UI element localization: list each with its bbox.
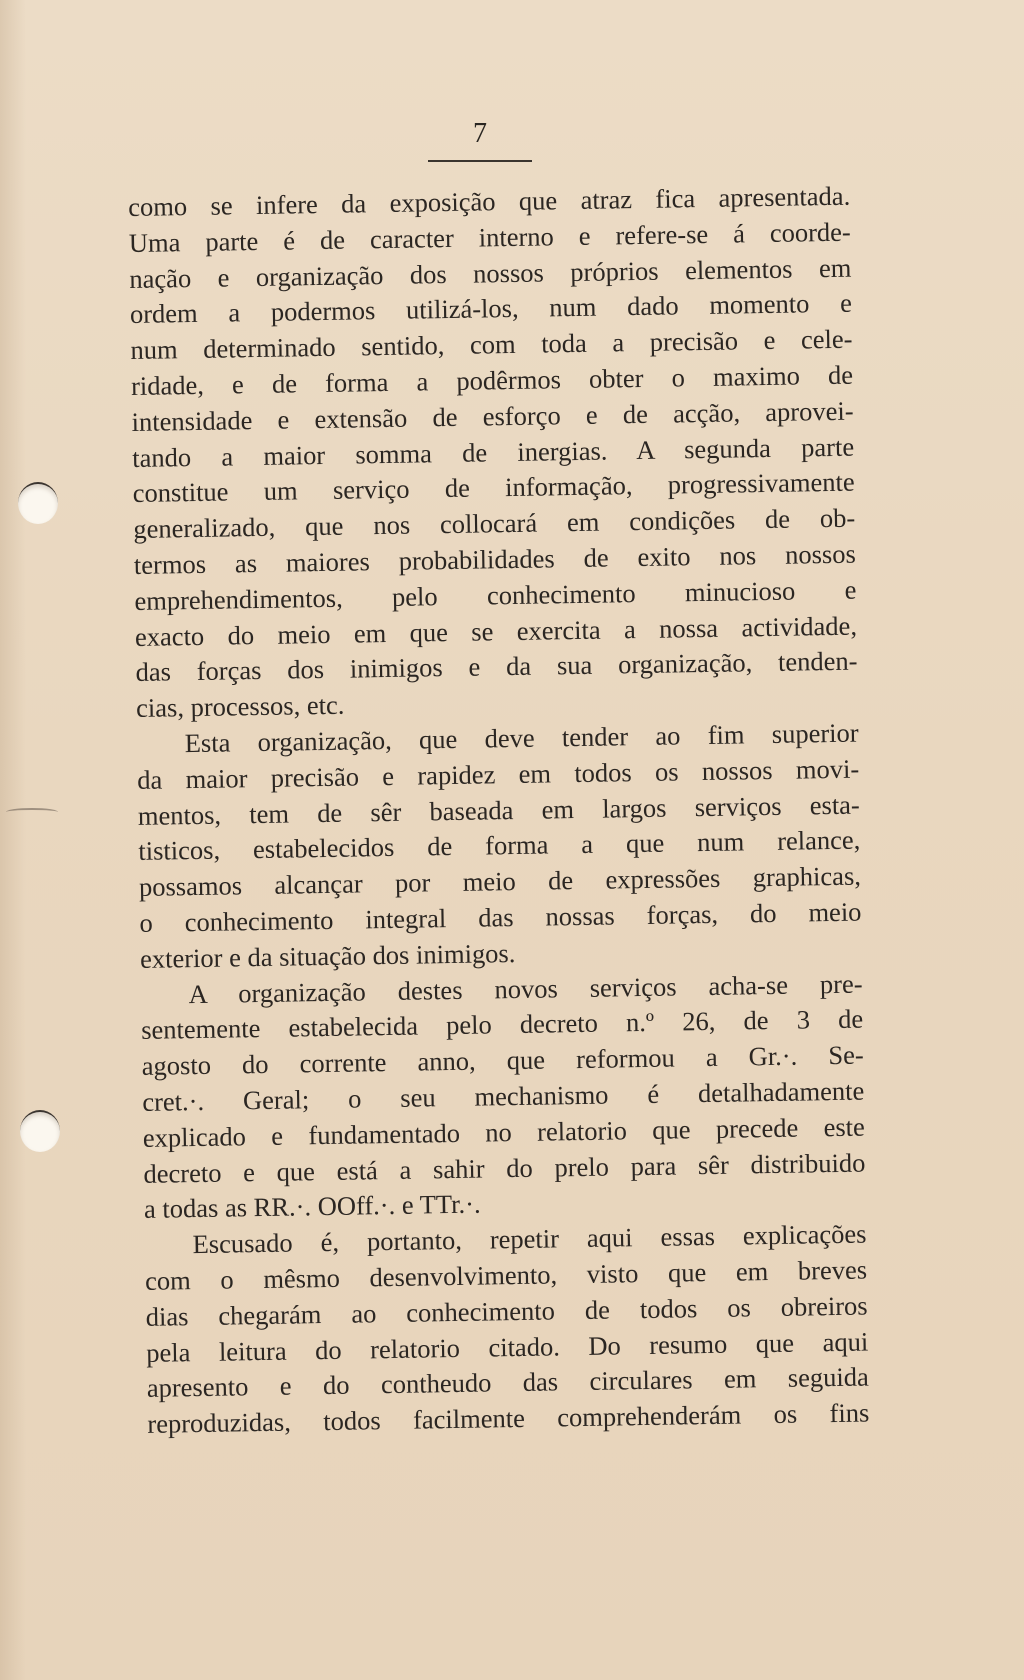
- text-line: intensidade e extensão de esforço e de acção, aprovei-: [131, 395, 854, 437]
- text-line: Esta organização, que deve tender ao fim superior: [184, 717, 859, 759]
- punch-hole-bottom: [20, 1110, 60, 1152]
- text-line: constitue um serviço de informação, progressivamente: [132, 466, 855, 509]
- text-line: da maior precisão e rapidez em todos os nossos movi-: [137, 753, 860, 795]
- margin-mark: [6, 808, 58, 816]
- text-line: tando a maior somma de inergias. A segunda parte: [131, 431, 855, 473]
- text-line: Escusado é, portanto, repetir aqui essas explicações: [192, 1218, 867, 1260]
- page-edge-shadow: [0, 0, 26, 1680]
- text-line: possamos alcançar por meio de expressões graphicas,: [138, 860, 862, 903]
- page-number-rule: [428, 160, 532, 162]
- text-line: o conhecimento integral das nossas forças, do meio: [139, 896, 862, 938]
- text-line: emprehendimentos, pelo conhecimento minucioso e: [134, 574, 857, 616]
- text-line: reproduzidas, todos facilmente comprehenderám os fins: [147, 1397, 870, 1439]
- punch-hole-top: [18, 482, 58, 524]
- text-line: tisticos, estabelecidos de forma a que num relance,: [138, 824, 861, 867]
- text-line: mentos, tem de sêr baseada em largos serviços esta-: [137, 789, 860, 831]
- text-line: num determinado sentido, com toda a precisão e cele-: [130, 323, 853, 366]
- text-line: nação e organização dos nossos próprios elementos em: [129, 252, 852, 294]
- page-number: 7: [473, 118, 487, 149]
- text-line: ridade, e de forma a podêrmos obter o maximo de: [130, 359, 854, 401]
- text-line: cias, processos, etc.: [135, 689, 345, 724]
- text-line: sentemente estabelecida pelo decreto n.º 26, de 3 de: [140, 1003, 864, 1046]
- text-line: A organização destes novos serviços acha-se pre-: [188, 968, 863, 1009]
- text-line: das forças dos inimigos e da sua organização, tenden-: [135, 645, 858, 688]
- text-line: dias chegarám ao conhecimento de todos os obreiros: [145, 1290, 868, 1332]
- text-line: apresento e do contheudo das circulares em seguida: [146, 1361, 869, 1404]
- text-line: exterior e da situação dos inimigos.: [139, 937, 516, 974]
- text-line: agosto do corrente anno, que reformou a Gr.·. Se-: [141, 1039, 864, 1082]
- text-line: termos as maiores probabilidades de exito nos nossos: [133, 538, 857, 580]
- body-text: [128, 179, 870, 1443]
- text-line: explicado e fundamentado no relatorio que precede este: [142, 1111, 866, 1153]
- text-line: pela leitura do relatorio citado. Do resumo que aqui: [146, 1326, 869, 1368]
- text-line: a todas as RR.·. OOff.·. e TTr.·.: [143, 1188, 481, 1225]
- text-line: decreto e que está a sahir do prelo para sêr distribuido: [143, 1147, 866, 1189]
- text-line: exacto do meio em que se exercita a nossa actividade,: [134, 610, 858, 652]
- text-line: generalizado, que nos collocará em condições de ob-: [133, 502, 856, 545]
- text-line: como se infere da exposição que atraz fica apresentada.: [128, 180, 851, 222]
- text-line: ordem a podermos utilizá-los, num dado momento e: [129, 288, 853, 330]
- text-line: cret.·. Geral; o seu mechanismo é detalhadamente: [142, 1075, 865, 1117]
- text-line: com o mêsmo desenvolvimento, visto que em breves: [144, 1254, 868, 1296]
- text-line: Uma parte é de caracter interno e refere-se á coorde-: [128, 216, 851, 258]
